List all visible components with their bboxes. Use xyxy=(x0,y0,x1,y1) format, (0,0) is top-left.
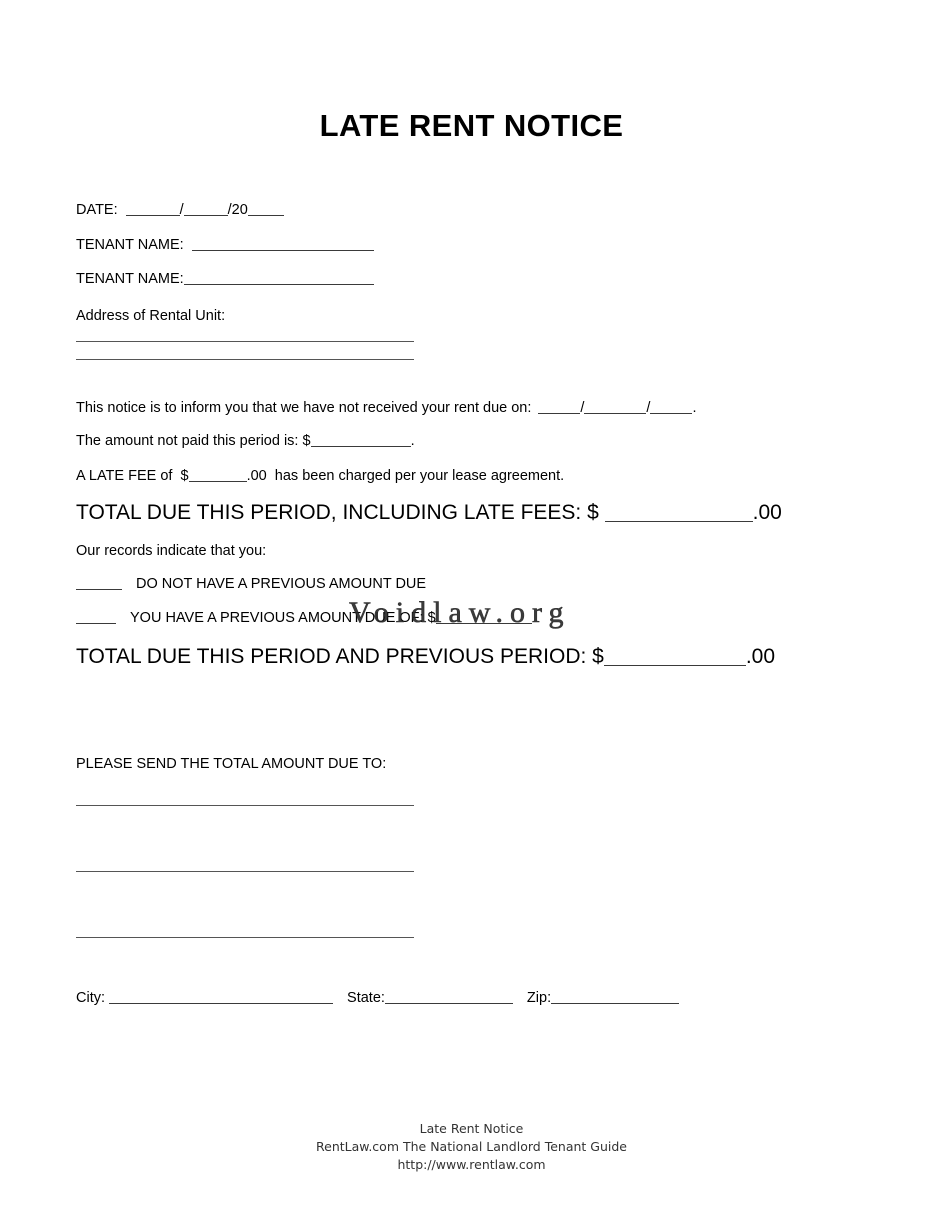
date-month-blank[interactable] xyxy=(126,215,180,216)
footer-line-1: Late Rent Notice xyxy=(419,1121,524,1136)
option-has-previous-row xyxy=(76,610,532,627)
rent-due-month-blank[interactable] xyxy=(538,413,580,414)
date-separator-1: / xyxy=(179,202,184,218)
late-fee-row xyxy=(76,468,564,485)
city-label: City: xyxy=(76,990,110,1006)
watermark-voidlaw: Voidlaw.org xyxy=(349,596,571,629)
zip-label: Zip: xyxy=(526,990,552,1006)
date-day-blank[interactable] xyxy=(184,215,228,216)
option-no-previous-label: DO NOT HAVE A PREVIOUS AMOUNT DUE xyxy=(136,576,427,592)
option-no-previous-row xyxy=(76,576,426,593)
amount-not-paid-row xyxy=(76,433,415,450)
date-label: DATE: xyxy=(76,202,118,218)
late-fee-suffix: has been charged per your lease agreement. xyxy=(266,468,565,484)
late-fee-blank[interactable] xyxy=(189,481,247,482)
state-blank[interactable] xyxy=(385,1003,513,1004)
state-label: State: xyxy=(347,990,385,1006)
tenant-name-1-label: TENANT NAME: xyxy=(76,237,184,253)
late-fee-label: A LATE FEE of $ xyxy=(76,468,189,484)
total-due-both-periods-cents: .00 xyxy=(745,645,776,668)
option-no-previous-checkbox-blank[interactable] xyxy=(76,589,122,590)
total-due-both-periods-row xyxy=(76,644,775,669)
notice-statement-row xyxy=(76,400,696,417)
total-due-this-period-blank[interactable] xyxy=(605,521,753,522)
city-state-zip-row xyxy=(76,990,679,1007)
total-due-this-period-cents: .00 xyxy=(752,501,782,524)
amount-not-paid-label: The amount not paid this period is: $ xyxy=(76,433,311,449)
rent-due-year-blank[interactable] xyxy=(650,413,692,414)
total-due-this-period-row xyxy=(76,500,782,525)
page-title: LATE RENT NOTICE xyxy=(319,108,624,143)
rental-address-line-2[interactable] xyxy=(76,359,414,360)
send-payment-to-label: PLEASE SEND THE TOTAL AMOUNT DUE TO: xyxy=(76,756,387,772)
rental-address-line-1[interactable] xyxy=(76,341,414,342)
tenant-name-2-row xyxy=(76,271,374,288)
tenant-name-2-label: TENANT NAME: xyxy=(76,271,184,287)
option-has-previous-label: YOU HAVE A PREVIOUS AMOUNT DUE OF: $ xyxy=(130,610,436,626)
zip-blank[interactable] xyxy=(551,1003,679,1004)
remit-address-line-1[interactable] xyxy=(76,805,414,806)
previous-amount-blank[interactable] xyxy=(436,623,532,624)
footer-line-3: http://www.rentlaw.com xyxy=(397,1156,546,1172)
total-due-this-period-label: TOTAL DUE THIS PERIOD, INCLUDING LATE FEES: $ xyxy=(76,501,605,524)
footer-line-2: RentLaw.com The National Landlord Tenant Guide xyxy=(316,1138,627,1154)
rental-address-label: Address of Rental Unit: xyxy=(76,308,226,324)
option-has-previous-checkbox-blank[interactable] xyxy=(76,623,116,624)
records-indicate-text: Our records indicate that you: xyxy=(76,543,267,559)
amount-not-paid-blank[interactable] xyxy=(311,446,411,447)
amount-not-paid-period: . xyxy=(410,433,415,449)
tenant-name-1-blank[interactable] xyxy=(192,250,374,251)
notice-statement-text: This notice is to inform you that we have not received your rent due on: xyxy=(76,400,532,416)
notice-statement-period: . xyxy=(692,400,697,416)
rent-due-separator-1: / xyxy=(580,400,585,416)
total-due-both-periods-blank[interactable] xyxy=(604,665,746,666)
date-year-blank[interactable] xyxy=(248,215,284,216)
tenant-name-1-row xyxy=(76,237,374,254)
remit-address-line-3[interactable] xyxy=(76,937,414,938)
remit-address-line-2[interactable] xyxy=(76,871,414,872)
rent-due-separator-2: / xyxy=(646,400,651,416)
date-separator-2: /20 xyxy=(227,202,248,218)
tenant-name-2-blank[interactable] xyxy=(184,284,374,285)
city-blank[interactable] xyxy=(109,1003,333,1004)
page-footer xyxy=(0,1120,943,1173)
date-field-row xyxy=(76,202,284,219)
rent-due-day-blank[interactable] xyxy=(584,413,646,414)
late-fee-cents: .00 xyxy=(246,468,267,484)
total-due-both-periods-label: TOTAL DUE THIS PERIOD AND PREVIOUS PERIOD: $ xyxy=(76,645,604,668)
